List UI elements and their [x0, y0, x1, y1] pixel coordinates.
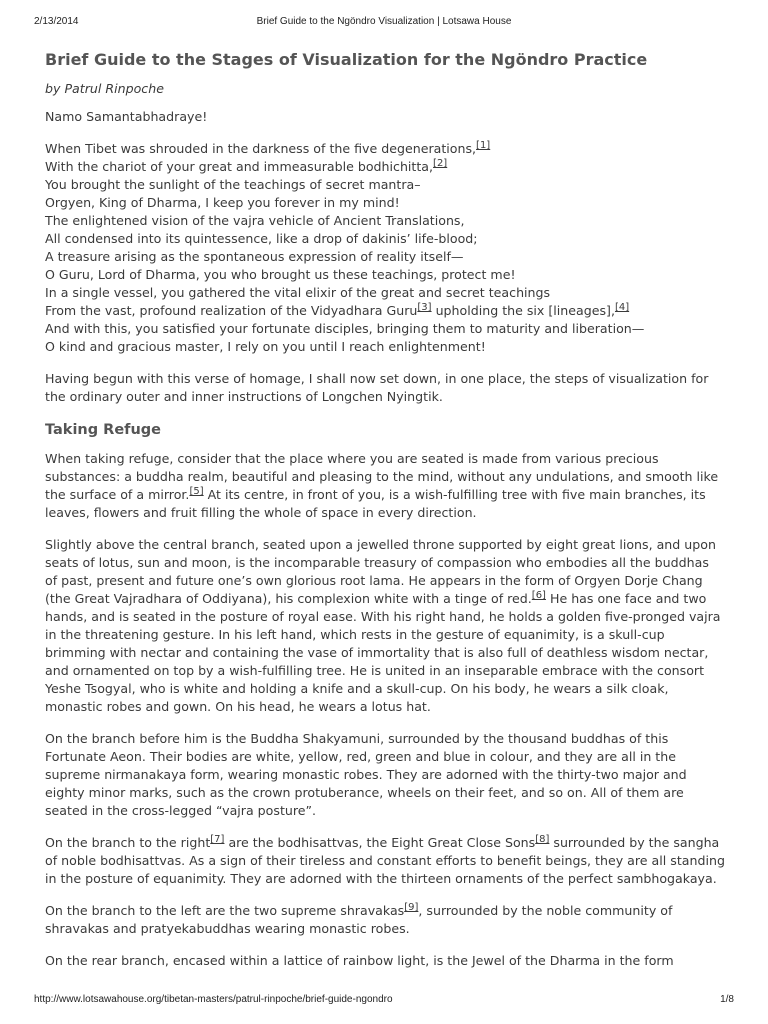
footnote-link[interactable]: [5] — [189, 486, 204, 497]
intro-paragraph: Having begun with this verse of homage, I shall now set down, in one place, the steps of visualization for the ordinary outer and inner instructions of Longchen Nyingtik. — [45, 371, 709, 404]
paragraph: On the branch before him is the Buddha Shakyamuni, surrounded by the thousand buddhas of this Fortunate Aeon. Their bodies are white, yellow, red, green and blue in colour, and they are all in the supreme nirmanakaya form, wearing monastic robes. They are adorned with the thirty-two major and eighty minor marks, such as the crown protuberance, wheels on their feet, and so on. All of them are seated in the cross-legged “vajra posture”. — [45, 731, 687, 818]
footnote-link[interactable]: [9] — [404, 902, 419, 913]
page-number: 1/8 — [720, 994, 734, 1005]
verse-line: A treasure arising as the spontaneous expression of reality itself— — [45, 249, 464, 264]
print-page-title: Brief Guide to the Ngöndro Visualization | Lotsawa House — [256, 16, 512, 27]
article-title: Brief Guide to the Stages of Visualization for the Ngöndro Practice — [45, 50, 648, 69]
footnote-link[interactable]: [6] — [531, 590, 546, 601]
article-author: by Patrul Rinpoche — [45, 81, 164, 96]
paragraph: On the branch to the right[7] are the bodhisattvas, the Eight Great Close Sons[8] surrounded by the sangha of noble bodhisattvas. As a sign of their tireless and constant efforts to benefit beings, they are all standing in the posture of equanimity. They are adorned with the thirteen ornaments of the perfect sambhogakaya. — [45, 834, 725, 886]
paragraph: On the rear branch, encased within a lattice of rainbow light, is the Jewel of the Dharma in the form — [45, 953, 674, 968]
paragraph: Slightly above the central branch, seated upon a jewelled throne supported by eight great lions, and upon seats of lotus, sun and moon, is the incomparable treasury of compassion who embodies all the buddhas of past, present and future one’s own glorious root lama. He appears in the form of Orgyen Dorje Chang (the Great Vajradhara of Oddiyana), his complexion white with a tinge of red.[6] He has one face and two hands, and is seated in the posture of royal ease. With his right hand, he holds a golden five-pronged vajra in the threatening gesture. In his left hand, which rests in the gesture of equanimity, is a skull-cup brimming with nectar and containing the vase of immortality that is also full of deathless wisdom nectar, and ornamented on top by a wish-fulfilling tree. He is united in an inseparable embrace with the consort Yeshe Tsogyal, who is white and holding a knife and a skull-cup. On his body, he wears a silk cloak, monastic robes and gown. On his head, he wears a lotus hat. — [45, 537, 721, 714]
verse-line: From the vast, profound realization of the Vidyadhara Guru[3] upholding the six [lineages],[4] — [45, 302, 630, 318]
verse-line: All condensed into its quintessence, like a drop of dakinis’ life-blood; — [45, 231, 478, 246]
footnote-link[interactable]: [8] — [535, 834, 550, 845]
footnote-link[interactable]: [2] — [433, 158, 448, 169]
verse-line: The enlightened vision of the vajra vehicle of Ancient Translations, — [45, 213, 465, 228]
article-body — [45, 50, 725, 984]
verse-line: When Tibet was shrouded in the darkness of the five degenerations,[1] — [45, 140, 491, 156]
verse-line: In a single vessel, you gathered the vital elixir of the great and secret teachings — [45, 285, 551, 300]
verse-line: You brought the sunlight of the teachings of secret mantra– — [45, 177, 421, 192]
verse-line: O Guru, Lord of Dharma, you who brought us these teachings, protect me! — [45, 267, 516, 282]
section-heading: Taking Refuge — [45, 422, 162, 438]
print-url: http://www.lotsawahouse.org/tibetan-masters/patrul-rinpoche/brief-guide-ngondro — [34, 994, 393, 1005]
homage-verse — [45, 140, 725, 356]
verse-line: With the chariot of your great and immeasurable bodhichitta,[2] — [45, 158, 448, 174]
verse-line: O kind and gracious master, I rely on you until I reach enlightenment! — [45, 339, 486, 354]
salutation: Namo Samantabhadraye! — [45, 109, 208, 124]
footnote-link[interactable]: [3] — [417, 302, 432, 313]
footnote-link[interactable]: [1] — [476, 140, 491, 151]
verse-line: Orgyen, King of Dharma, I keep you forever in my mind! — [45, 195, 400, 210]
paragraph: On the branch to the left are the two supreme shravakas[9], surrounded by the noble community of shravakas and pratyekabuddhas wearing monastic robes. — [45, 902, 673, 936]
footnote-link[interactable]: [4] — [614, 302, 630, 313]
footnote-link[interactable]: [7] — [210, 834, 225, 845]
paragraph: When taking refuge, consider that the place where you are seated is made from various precious substances: a buddha realm, beautiful and pleasing to the mind, without any undulations, and smooth like the surface of a mirror.[5] At its centre, in front of you, is a wish-fulfilling tree with five main branches, its leaves, flowers and fruit filling the whole of space in every direction. — [45, 451, 719, 520]
print-date: 2/13/2014 — [34, 16, 79, 27]
verse-line: And with this, you satisfied your fortunate disciples, bringing them to maturity and liberation— — [45, 321, 645, 336]
